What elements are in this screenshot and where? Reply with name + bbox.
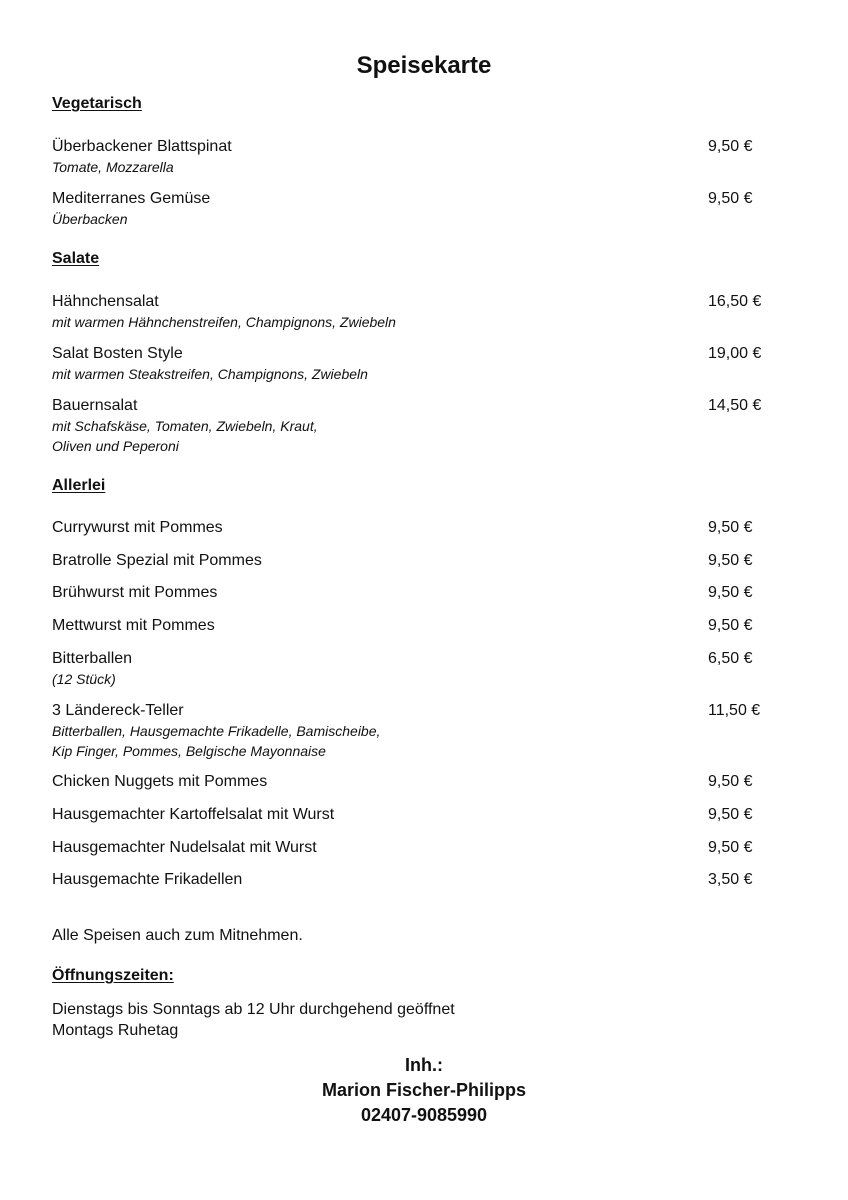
item-description: mit Schafskäse, Tomaten, Zwiebeln, Kraut, [52,418,318,434]
menu-item [52,518,772,538]
closed-day-line: Montags Ruhetag [52,1022,179,1039]
item-description: mit warmen Steakstreifen, Champignons, Zwiebeln [52,366,368,382]
section-heading-vegetarisch: Vegetarisch [52,95,142,112]
item-name: Chicken Nuggets mit Pommes [52,773,268,790]
item-name: Bauernsalat [52,397,138,414]
item-price: 6,50 € [708,650,753,667]
item-description-continued: Oliven und Peperoni [52,438,179,454]
menu-item [52,189,772,229]
item-description: Überbacken [52,211,128,227]
item-description: Tomate, Mozzarella [52,159,174,175]
menu-item [52,137,772,177]
owner-name: Marion Fischer-Philipps [321,1080,527,1100]
item-price: 9,50 € [708,519,753,536]
item-price: 9,50 € [708,806,753,823]
item-name: 3 Ländereck-Teller [52,702,184,719]
item-price: 9,50 € [708,584,753,601]
section-heading-allerlei: Allerlei [52,477,106,494]
item-price: 9,50 € [708,839,753,856]
takeaway-note: Alle Speisen auch zum Mitnehmen. [52,927,303,944]
menu-item [52,396,772,456]
owner-phone: 02407-9085990 [360,1105,488,1125]
item-price: 9,50 € [708,190,753,207]
item-name: Hausgemachter Nudelsalat mit Wurst [52,839,317,856]
item-description-continued: Kip Finger, Pommes, Belgische Mayonnaise [52,743,326,759]
item-name: Mettwurst mit Pommes [52,617,215,634]
opening-hours-line: Dienstags bis Sonntags ab 12 Uhr durchgehend geöffnet [52,1001,455,1018]
item-description: (12 Stück) [52,671,116,687]
page-title: Speisekarte [356,52,492,79]
item-name: Hähnchensalat [52,293,159,310]
owner-label: Inh.: [405,1055,443,1075]
item-price: 16,50 € [708,293,762,310]
item-price: 11,50 € [708,702,761,719]
menu-item [52,870,772,890]
menu-item [52,838,772,858]
item-description: Bitterballen, Hausgemachte Frikadelle, Bamischeibe, [52,723,381,739]
item-description: mit warmen Hähnchenstreifen, Champignons, Zwiebeln [52,314,396,330]
menu-item [52,772,772,792]
item-price: 9,50 € [708,138,753,155]
item-name: Mediterranes Gemüse [52,190,211,207]
item-name: Hausgemachter Kartoffelsalat mit Wurst [52,806,335,823]
item-name: Salat Bosten Style [52,345,183,362]
item-price: 9,50 € [708,773,753,790]
item-name: Bratrolle Spezial mit Pommes [52,552,262,569]
menu-item [52,551,772,571]
menu-item [52,805,772,825]
item-name: Hausgemachte Frikadellen [52,871,243,888]
item-price: 14,50 € [708,397,762,414]
menu-item [52,701,772,761]
item-price: 9,50 € [708,552,753,569]
menu-item [52,583,772,603]
section-heading-salate: Salate [52,250,100,267]
menu-item [52,616,772,636]
item-price: 3,50 € [708,871,753,888]
menu-item [52,292,772,332]
item-name: Currywurst mit Pommes [52,519,223,536]
item-price: 9,50 € [708,617,753,634]
opening-hours-heading: Öffnungszeiten: [52,967,174,984]
item-name: Brühwurst mit Pommes [52,584,218,601]
item-name: Überbackener Blattspinat [52,138,232,155]
menu-item [52,344,772,384]
item-name: Bitterballen [52,650,133,667]
item-price: 19,00 € [708,345,762,362]
menu-item [52,649,772,689]
